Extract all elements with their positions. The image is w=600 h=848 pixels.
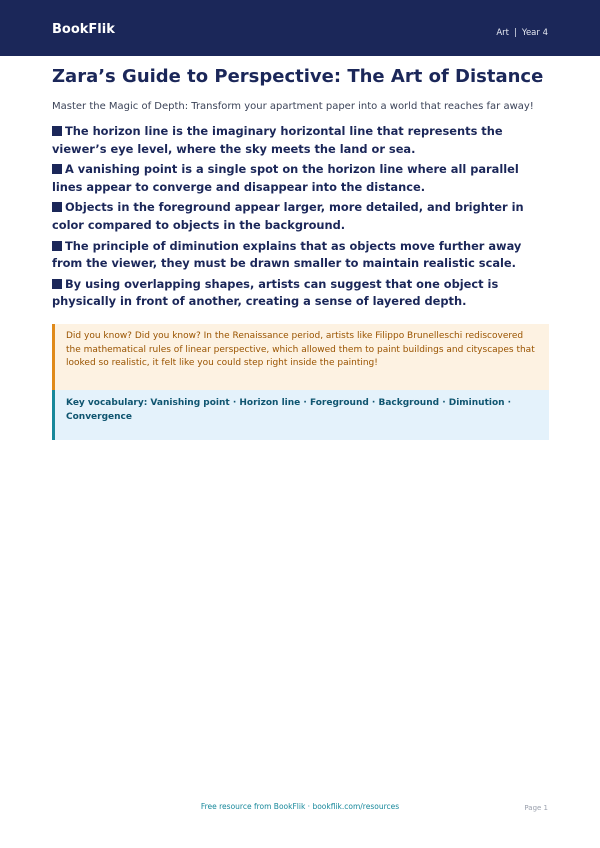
key-point-diminution (52, 238, 550, 273)
key-point-text: The principle of diminution explains that as objects move further away from the viewer, they must be drawn smaller to maintain realistic scale. (52, 238, 522, 271)
key-points-list (52, 123, 550, 314)
page-footer (0, 802, 600, 814)
meta-separator: | (514, 28, 517, 38)
square-bullet-icon (52, 164, 62, 174)
footer-credit-link[interactable]: Free resource from BookFlik · bookflik.com/resources (200, 802, 400, 811)
page-subtitle: Master the Magic of Depth: Transform your apartment paper into a world that reaches far away! (52, 101, 534, 112)
page-title: Zara’s Guide to Perspective: The Art of Distance (52, 66, 544, 87)
square-bullet-icon (52, 279, 62, 289)
square-bullet-icon (52, 202, 62, 212)
key-point-text: The horizon line is the imaginary horizontal line that represents the viewer’s eye level, where the sky meets the land or sea. (52, 124, 503, 156)
key-point-foreground (52, 199, 550, 234)
key-point-vanishing (52, 161, 550, 196)
subject-label: Art (496, 28, 510, 38)
square-bullet-icon (52, 241, 62, 251)
key-point-text: Objects in the foreground appear larger, more detailed, and brighter in color compared to objects in the background. (52, 200, 524, 232)
info-callout (52, 324, 549, 440)
key-point-horizon (52, 123, 550, 158)
header-bar (0, 0, 600, 56)
square-bullet-icon (52, 126, 62, 136)
key-point-overlapping (52, 276, 550, 311)
year-label: Year 4 (521, 28, 548, 38)
did-you-know-note: Did you know? Did you know? In the Renaissance period, artists like Filippo Brunelleschi rediscovered the mathematical rules of linear perspective, which allowed them to paint buildings and cityscapes that looked so realistic, it felt like you could step right inside the painting! (52, 324, 549, 390)
key-vocabulary-box: Key vocabulary: Vanishing point · Horizon line · Foreground · Background · Diminution · Convergence (52, 390, 549, 440)
key-point-text: A vanishing point is a single spot on the horizon line where all parallel lines appear to converge and disappear into the distance. (52, 162, 519, 194)
subject-meta (496, 28, 548, 39)
key-point-text: By using overlapping shapes, artists can suggest that one object is physically in front of another, creating a sense of layered depth. (52, 276, 499, 309)
page-number: Page 1 (524, 804, 548, 812)
brand-logo[interactable]: BookFlik (52, 22, 115, 37)
